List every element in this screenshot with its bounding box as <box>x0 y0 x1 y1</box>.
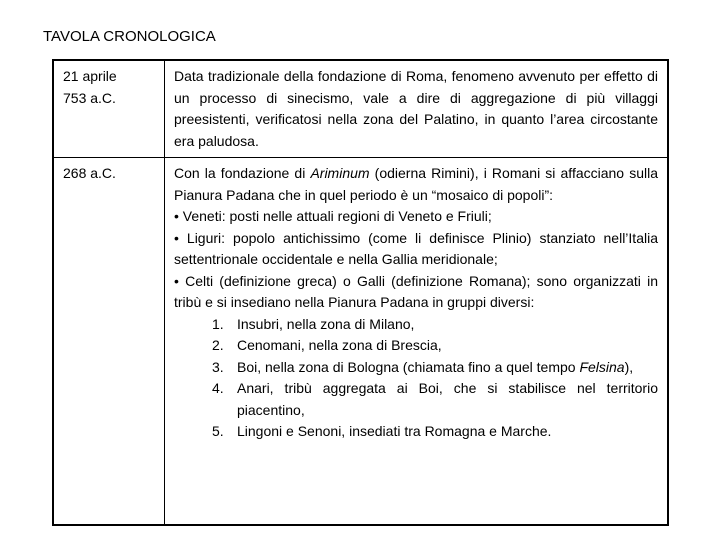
event-intro: Con la fondazione di Ariminum (odierna Rimini), i Romani si affacciano sulla Pianura Padana che in quel periodo è un “mosaico di popoli”: <box>174 165 658 203</box>
bullet-celti: • Celti (definizione greca) o Galli (definizione Romana); sono organizzati in tribù e si insediano nella Pianura Padana in gruppi diversi: <box>174 272 658 310</box>
felsina-italic: Felsina <box>579 358 625 375</box>
list-item: 5. Lingoni e Senoni, insediati tra Romagna e Marche. <box>212 423 552 439</box>
list-item: 4. Anari, tribù aggregata ai Boi, che si stabilisce nel territorio piacentino, <box>212 380 658 418</box>
event-description <box>165 60 669 158</box>
date-year: 268 a.C. <box>63 165 116 181</box>
date-year: 753 a.C. <box>63 89 116 106</box>
date-day: 21 aprile <box>63 68 117 84</box>
list-item: 2. Cenomani, nella zona di Brescia, <box>212 337 442 353</box>
bullet-liguri: • Liguri: popolo antichissimo (come li definisce Plinio) stanziato nell’Italia settentrionale occidentale e nella Gallia meridionale; <box>174 229 658 267</box>
table-row <box>53 60 668 158</box>
date-cell <box>53 60 165 158</box>
table-row <box>53 158 668 526</box>
tribes-list <box>174 314 658 443</box>
list-item: 3. Boi, nella zona di Bologna (chiamata fino a quel tempo Felsina), <box>212 358 634 375</box>
page-title: TAVOLA CRONOLOGICA <box>43 28 216 45</box>
date-cell <box>53 158 165 526</box>
event-description <box>165 158 669 526</box>
list-item: 1. Insubri, nella zona di Milano, <box>212 315 415 332</box>
chronology-table <box>52 59 669 526</box>
bullet-veneti: • Veneti: posti nelle attuali regioni di Veneto e Friuli; <box>174 208 492 224</box>
event-text: Data tradizionale della fondazione di Roma, fenomeno avvenuto per effetto di un processo di sinecismo, vale a dire di aggregazione di più villaggi preesistenti, verificatosi nella zona del Palatino, in quanto l’area circostante era paludosa. <box>174 68 658 149</box>
ariminum-italic: Ariminum <box>310 165 370 181</box>
